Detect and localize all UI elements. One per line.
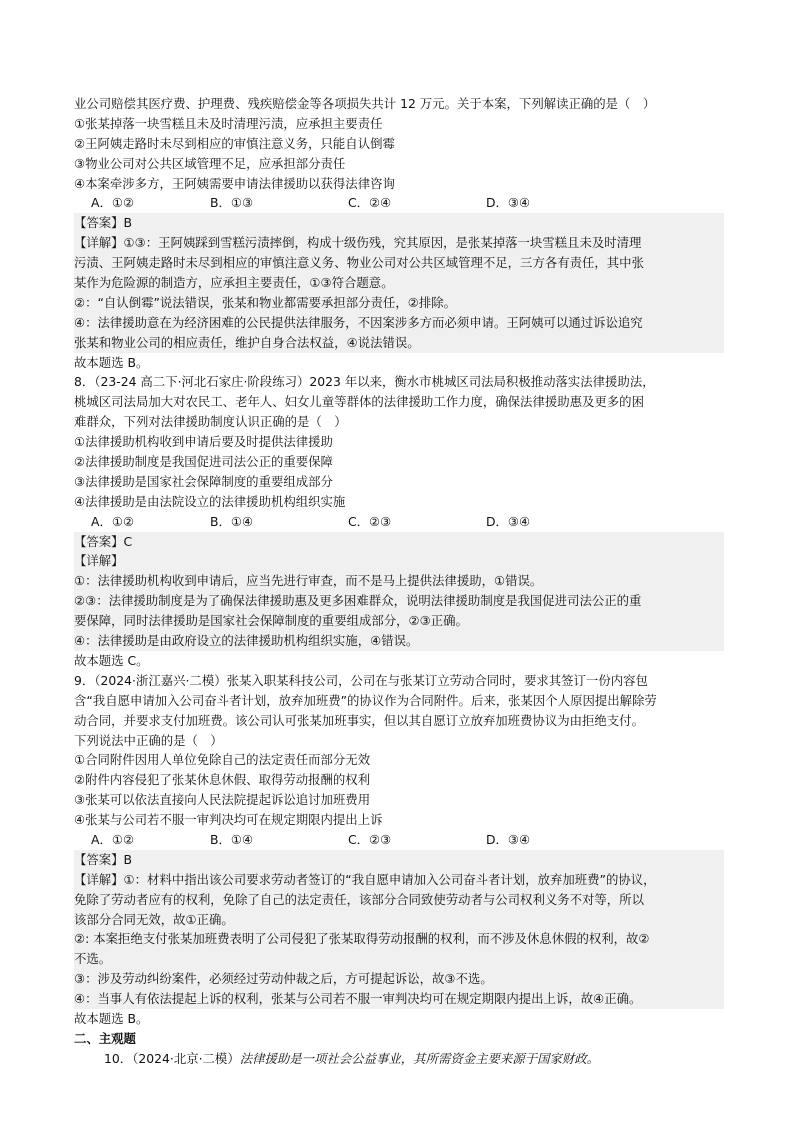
statement: ③物业公司对公共区域管理不足，应承担部分责任 — [74, 155, 346, 171]
section-title: 二、主观题 — [74, 1030, 136, 1046]
explanation-line: 【详解】①③：王阿姨踩到雪糕污渍摔倒，构成十级伤残，究其原因，是张某掉落一块雪糕且未及时清理 — [74, 233, 724, 253]
option-d: D．③④ — [486, 513, 531, 529]
explanation-line: 不选。 — [74, 949, 724, 969]
explanation-line: ②③：法律援助制度是为了确保法律援助惠及更多困难群众，说明法律援助制度是我国促进司法公正的重 — [74, 591, 724, 611]
statement: ④本案牵涉多方，王阿姨需要申请法律援助以获得法律咨询 — [74, 175, 395, 191]
question-8-stem: 桃城区司法局加大对农民工、老年人、妇女儿童等群体的法律援助工作力度，确保法律援助惠及更多的困 — [74, 394, 644, 410]
question-7 — [74, 94, 724, 372]
statement: ③法律援助是国家社会保障制度的重要组成部分 — [74, 473, 333, 489]
option-c: C．②③ — [348, 513, 392, 529]
question-7-stem: 业公司赔偿其医疗费、护理费、残疾赔偿金等各项损失共计 12 万元。关于本案，下列解读正确的是（ ） — [74, 96, 656, 111]
option-c: C．②③ — [348, 831, 392, 847]
statement: ②法律援助制度是我国促进司法公正的重要保障 — [74, 454, 333, 470]
options-row — [74, 193, 724, 213]
statement: ④张某与公司若不服一审判决均可在规定期限内提出上诉 — [74, 812, 383, 828]
question-10-source: 10．（2024·北京·二模） — [104, 1050, 240, 1066]
explanation-line: ①：法律援助机构收到申请后，应当先进行审查，而不是马上提供法律援助，①错误。 — [74, 571, 724, 591]
answer-label: 【答案】C — [74, 532, 724, 552]
question-8-stem: 难群众，下列对法律援助制度认识正确的是（ ） — [74, 414, 347, 430]
question-8-stem: 8．（23-24 高二下·河北石家庄·阶段练习）2023 年以来，衡水市桃城区司法局积极推动落实法律援助法， — [74, 374, 655, 390]
document-content — [74, 94, 724, 1069]
answer-label: 【答案】B — [74, 850, 724, 870]
explanation-line: ③：涉及劳动纠纷案件，必须经过劳动仲裁之后，方可提起诉讼，故③不选。 — [74, 969, 724, 989]
explanation-line: 污渍、王阿姨走路时未尽到相应的审慎注意义务、物业公司对公共区域管理不足，三方各有责任，其中张 — [74, 253, 724, 273]
answer-label: 【答案】B — [74, 213, 724, 233]
question-10 — [74, 1049, 724, 1069]
option-a: A．①② — [91, 195, 135, 211]
explanation-line: 某作为危险源的制造方，应承担主要责任，①③符合题意。 — [74, 273, 724, 293]
conclusion: 故本题选 B。 — [74, 1010, 149, 1026]
options-row — [74, 830, 724, 850]
option-a: A．①② — [91, 513, 135, 529]
option-b: B．①③ — [210, 195, 254, 211]
statement: ①张某掉落一块雪糕且未及时清理污渍，应承担主要责任 — [74, 115, 383, 131]
explanation-line: ④：当事人有依法提起上诉的权利，张某与公司若不服一审判决均可在规定期限内提出上诉，故④正确。 — [74, 989, 724, 1009]
explanation-line: ④：法律援助是由政府设立的法律援助机构组织实施，④错误。 — [74, 631, 724, 651]
explanation-line: 【详解】①：材料中指出该公司要求劳动者签订的“我自愿申请加入公司奋斗者计划，放弃加班费”的协议， — [74, 870, 724, 890]
option-d: D．③④ — [486, 195, 531, 211]
explanation-line: 该部分合同无效，故①正确。 — [74, 910, 724, 930]
explanation-line: ②：“自认倒霉”说法错误，张某和物业都需要承担部分责任，②排除。 — [74, 293, 724, 313]
explanation-line: ④：法律援助意在为经济困难的公民提供法律服务，不因案涉多方而必须申请。王阿姨可以通过诉讼追究 — [74, 313, 724, 333]
statement: ①法律援助机构收到申请后要及时提供法律援助 — [74, 434, 333, 450]
statement: ③张某可以依法直接向人民法院提起诉讼追讨加班费用 — [74, 792, 371, 808]
question-10-stem: 法律援助是一项社会公益事业，其所需资金主要来源于国家财政。 — [239, 1050, 600, 1066]
conclusion: 故本题选 C。 — [74, 652, 149, 668]
question-9-stem: 下列说法中正确的是（ ） — [74, 732, 223, 748]
statement: ②附件内容侵犯了张某休息休假、取得劳动报酬的权利 — [74, 772, 371, 788]
question-9-stem: 含“我自愿申请加入公司奋斗者计划，放弃加班费”的协议作为合同附件。后来，张某因个人原因提出解除劳 — [74, 692, 657, 708]
options-row — [74, 512, 724, 532]
statement: ①合同附件因用人单位免除自己的法定责任而部分无效 — [74, 752, 371, 768]
explanation-line: 免除了劳动者应有的权利，免除了自己的法定责任，该部分合同致使劳动者与公司权利义务不对等，所以 — [74, 890, 724, 910]
option-d: D．③④ — [486, 831, 531, 847]
statement: ④法律援助是由法院设立的法律援助机构组织实施 — [74, 493, 346, 509]
option-b: B．①④ — [210, 513, 254, 529]
question-9-stem: 动合同，并要求支付加班费。该公司认可张某加班事实，但以其自愿订立放弃加班费协议为由拒绝支付。 — [74, 712, 644, 728]
option-b: B．①④ — [210, 831, 254, 847]
statement: ②王阿姨走路时未尽到相应的审慎注意义务，只能自认倒霉 — [74, 135, 395, 151]
question-8 — [74, 372, 724, 670]
explanation-line: 【详解】 — [74, 551, 724, 571]
explanation-line: ②: 本案拒绝支付张某加班费表明了公司侵犯了张某取得劳动报酬的权利，而不涉及休息休假的权利，故② — [74, 929, 724, 949]
explanation-line: 要保障，同时法律援助是国家社会保障制度的重要组成部分，②③正确。 — [74, 611, 724, 631]
question-9-stem: 9．（2024·浙江嘉兴·二模）张某入职某科技公司，公司在与张某订立劳动合同时，要求其签订一份内容包 — [74, 672, 648, 688]
explanation-line: 张某和物业公司的相应责任，维护自身合法权益，④说法错误。 — [74, 333, 724, 353]
question-9 — [74, 671, 724, 1029]
conclusion: 故本题选 B。 — [74, 354, 149, 370]
option-a: A．①② — [91, 831, 135, 847]
option-c: C．②④ — [348, 195, 392, 211]
